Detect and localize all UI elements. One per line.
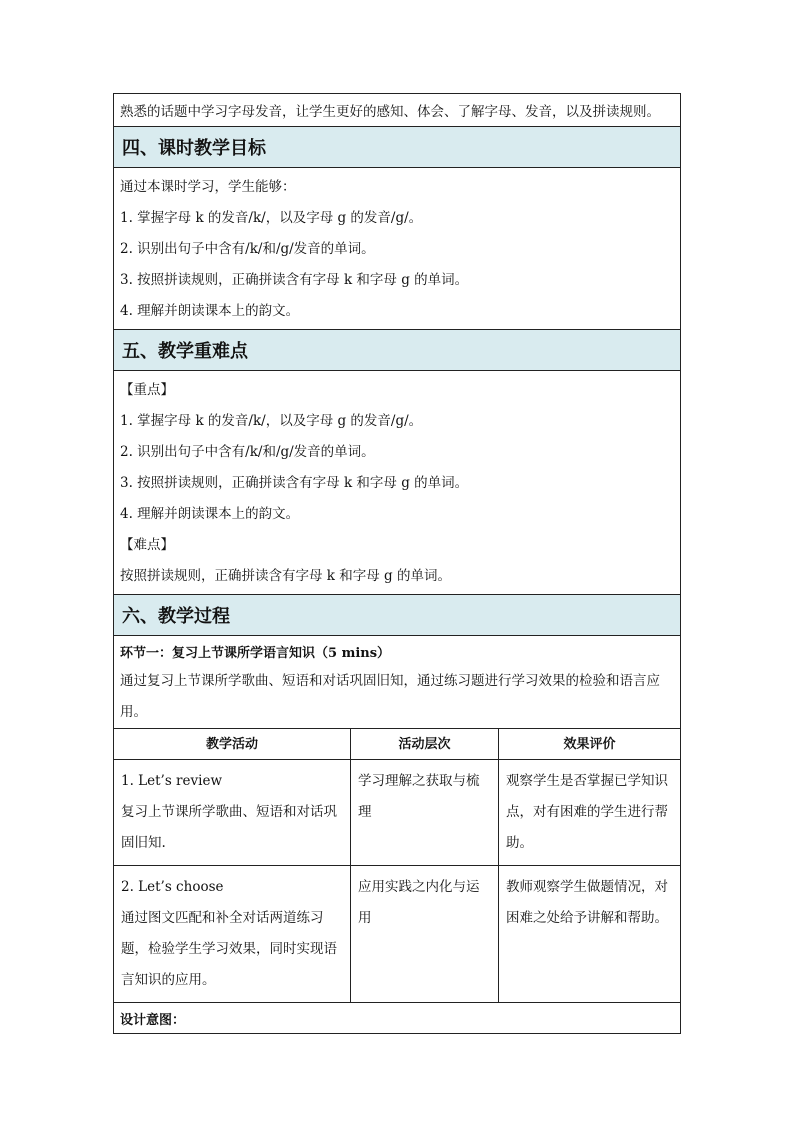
key-point-item: 1. 掌握字母 k 的发音/k/，以及字母 g 的发音/g/。 bbox=[120, 413, 423, 429]
level-cell: 应用实践之内化与运用 bbox=[351, 866, 499, 1002]
section-5-key-points bbox=[113, 371, 681, 595]
difficult-point-text: 按照拼读规则，正确拼读含有字母 k 和字母 g 的单词。 bbox=[120, 568, 451, 584]
lesson-plan-sheet bbox=[113, 93, 681, 1034]
objective-item: 2. 识别出句子中含有/k/和/g/发音的单词。 bbox=[120, 241, 375, 257]
section-4-heading: 四、课时教学目标 bbox=[113, 127, 681, 168]
table-row bbox=[114, 866, 680, 1002]
objective-item: 3. 按照拼读规则，正确拼读含有字母 k 和字母 g 的单词。 bbox=[120, 272, 469, 288]
activity-title: 2. Let’s choose bbox=[121, 879, 224, 895]
activity-table bbox=[113, 729, 681, 1003]
activity-table-header bbox=[114, 729, 680, 760]
objectives-lead: 通过本课时学习，学生能够： bbox=[120, 179, 296, 195]
difficult-points-label: 【难点】 bbox=[120, 537, 174, 553]
header-activity: 教学活动 bbox=[114, 729, 351, 759]
step-1-description: 通过复习上节课所学歌曲、短语和对话巩固旧知，通过练习题进行学习效果的检验和语言应用。 bbox=[120, 673, 660, 720]
intro-paragraph: 熟悉的话题中学习字母发音，让学生更好的感知、体会、了解字母、发音，以及拼读规则。 bbox=[113, 93, 681, 127]
activity-cell bbox=[114, 866, 351, 1002]
section-5-heading: 五、教学重难点 bbox=[113, 330, 681, 371]
section-6-heading: 六、教学过程 bbox=[113, 595, 681, 636]
key-point-item: 2. 识别出句子中含有/k/和/g/发音的单词。 bbox=[120, 444, 375, 460]
key-points-label: 【重点】 bbox=[120, 382, 174, 398]
objective-item: 4. 理解并朗读课本上的韵文。 bbox=[120, 303, 300, 319]
step-1-block bbox=[113, 636, 681, 729]
table-row bbox=[114, 760, 680, 866]
key-point-item: 3. 按照拼读规则，正确拼读含有字母 k 和字母 g 的单词。 bbox=[120, 475, 469, 491]
activity-cell bbox=[114, 760, 351, 865]
evaluation-cell: 观察学生是否掌握已学知识点，对有困难的学生进行帮助。 bbox=[506, 773, 668, 851]
activity-description: 通过图文匹配和补全对话两道练习题，检验学生学习效果，同时实现语言知识的应用。 bbox=[121, 910, 337, 988]
objective-item: 1. 掌握字母 k 的发音/k/，以及字母 g 的发音/g/。 bbox=[120, 210, 423, 226]
header-evaluation: 效果评价 bbox=[563, 736, 616, 752]
level-cell: 学习理解之获取与梳理 bbox=[351, 760, 499, 865]
header-level: 活动层次 bbox=[351, 729, 499, 759]
key-point-item: 4. 理解并朗读课本上的韵文。 bbox=[120, 506, 300, 522]
step-1-title: 环节一：复习上节课所学语言知识（5 mins） bbox=[120, 645, 391, 661]
activity-title: 1. Let’s review bbox=[121, 773, 222, 789]
evaluation-cell: 教师观察学生做题情况，对困难之处给予讲解和帮助。 bbox=[506, 879, 668, 926]
section-4-objectives bbox=[113, 168, 681, 330]
design-intent-label: 设计意图： bbox=[113, 1003, 681, 1034]
activity-description: 复习上节课所学歌曲、短语和对话巩固旧知. bbox=[121, 804, 337, 851]
